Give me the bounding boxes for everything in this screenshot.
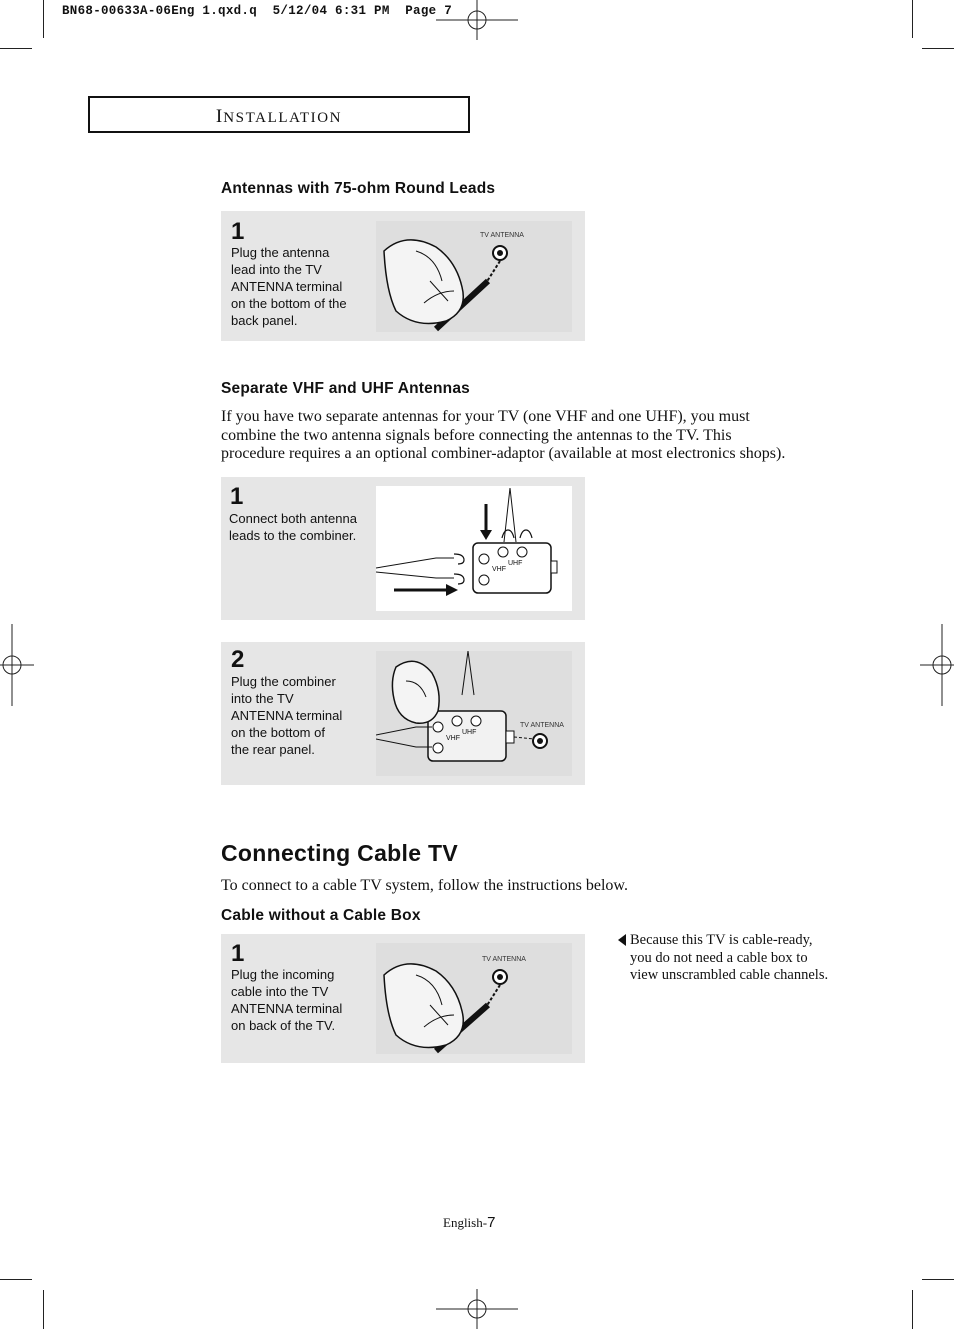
combiner-plug-illustration <box>376 651 572 776</box>
antenna-plug-illustration <box>376 221 572 332</box>
step-number: 1 <box>231 218 245 245</box>
step-panel-combiner-2 <box>221 642 585 785</box>
step-panel-cable <box>221 934 585 1063</box>
connecting-cable-tv-title: Connecting Cable TV <box>221 840 458 866</box>
crop-mark <box>912 0 913 38</box>
vhf-label: VHF <box>492 566 506 573</box>
tv-antenna-label: TV ANTENNA <box>520 722 564 729</box>
cable-plug-illustration <box>376 943 572 1054</box>
footer-language: English- <box>443 1215 488 1230</box>
step-panel-75ohm <box>221 211 585 341</box>
step-number: 1 <box>230 483 244 510</box>
file-slug: BN68-00633A-06Eng 1.qxd.q 5/12/04 6:31 PM Page 7 <box>62 4 453 18</box>
tv-antenna-label: TV ANTENNA <box>482 956 526 963</box>
crop-mark <box>922 1279 954 1280</box>
registration-mark-icon <box>436 0 518 40</box>
combiner-connect-illustration <box>376 486 572 611</box>
crop-mark <box>922 48 954 49</box>
step-panel-combiner-1 <box>221 477 585 620</box>
crop-mark <box>912 1290 913 1329</box>
section-header-rest: NSTALLATION <box>223 110 343 126</box>
registration-mark-icon <box>0 624 34 706</box>
step-number: 1 <box>231 940 245 967</box>
step-text: Plug the incoming cable into the TV ANTENNA terminal on back of the TV. <box>231 967 343 1033</box>
crop-mark <box>43 1290 44 1329</box>
separate-antennas-intro <box>221 408 861 464</box>
step-number: 2 <box>231 646 245 673</box>
intro-line: procedure requires a an optional combiner-adaptor (available at most electronics shops). <box>221 445 786 462</box>
cable-without-box-title: Cable without a Cable Box <box>221 907 421 924</box>
intro-line: combine the two antenna signals before connecting the antennas to the TV. This <box>221 426 732 444</box>
crop-mark <box>0 48 32 49</box>
registration-mark-icon <box>436 1289 518 1329</box>
tv-antenna-label: TV ANTENNA <box>480 232 524 239</box>
page-number: 7 <box>487 1214 496 1231</box>
section-header-box <box>88 96 470 133</box>
cable-ready-note: Because this TV is cable-ready, you do not need a cable box to view unscrambled cable channels. <box>630 932 829 983</box>
cable-tv-intro: To connect to a cable TV system, follow the instructions below. <box>221 877 628 894</box>
intro-line: If you have two separate antennas for your TV (one VHF and one UHF), you must <box>221 408 750 425</box>
uhf-label: UHF <box>462 729 477 736</box>
page-footer <box>443 1214 495 1231</box>
crop-mark <box>43 0 44 38</box>
step-text: Plug the combiner into the TV ANTENNA terminal on the bottom of the rear panel. <box>231 674 343 757</box>
step-text: Connect both antenna leads to the combiner. <box>229 511 357 543</box>
antennas-75ohm-title: Antennas with 75-ohm Round Leads <box>221 180 496 197</box>
vhf-label: VHF <box>446 735 460 742</box>
section-header <box>90 106 468 128</box>
section-header-initial: I <box>215 106 224 127</box>
crop-mark <box>0 1279 32 1280</box>
registration-mark-icon <box>920 624 954 706</box>
uhf-label: UHF <box>508 560 523 567</box>
note-pointer-icon <box>618 934 628 946</box>
separate-vhf-uhf-title: Separate VHF and UHF Antennas <box>221 380 470 397</box>
step-text: Plug the antenna lead into the TV ANTENNA terminal on the bottom of the back panel. <box>231 245 347 328</box>
